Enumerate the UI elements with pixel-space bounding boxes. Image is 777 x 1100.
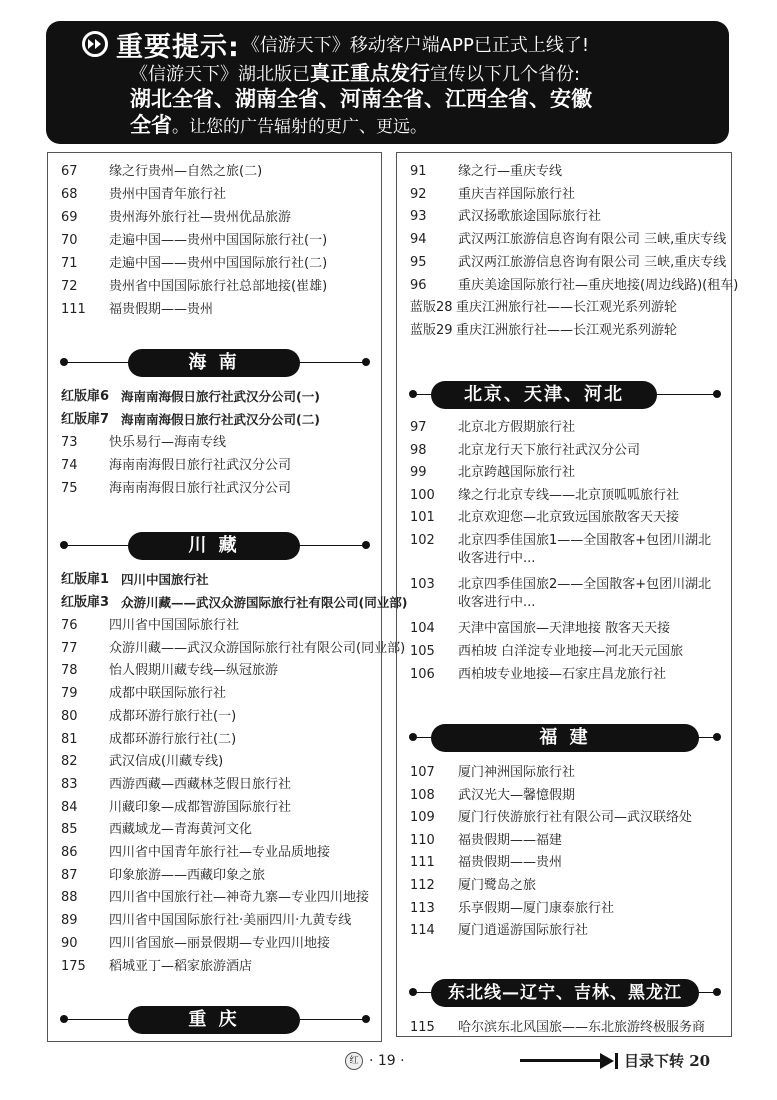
bullet-dot: [362, 358, 370, 366]
page-number-text: · 19 ·: [369, 1053, 405, 1069]
item-name: 武汉扬歌旅途国际旅行社: [458, 209, 602, 225]
list-item[interactable]: [410, 231, 727, 249]
item-number: 102: [410, 533, 435, 548]
list-item[interactable]: [61, 434, 227, 452]
list-item[interactable]: [61, 640, 406, 658]
bullet-dot: [713, 390, 721, 398]
item-name: 海南南海假日旅行社武汉分公司(二): [121, 412, 320, 427]
list-item[interactable]: [410, 487, 680, 505]
item-name: 缘之行北京专线——北京顶呱呱旅行社: [458, 487, 680, 503]
list-item[interactable]: [61, 457, 292, 475]
item-number: 68: [61, 187, 78, 202]
red-edition-badge: 红: [345, 1052, 363, 1070]
list-item[interactable]: [61, 617, 240, 635]
list-item[interactable]: [410, 208, 602, 226]
item-name: 天津中富国旅—天津地接 散客天天接: [458, 621, 671, 637]
item-name: 北京北方假期旅行社: [458, 420, 576, 435]
section-header-beijing-tianjin-hebei: [409, 381, 721, 409]
item-number: 79: [61, 686, 78, 702]
section-title: 川 藏: [128, 532, 300, 560]
item-name: 厦门鹭岛之旅: [458, 878, 537, 893]
list-item[interactable]: [61, 163, 263, 181]
item-number: 75: [61, 481, 78, 496]
item-name: 四川省中国旅行社—神奇九寨—专业四川地接: [109, 890, 370, 906]
item-name: 厦门逍遥游国际旅行社: [458, 923, 589, 939]
item-number: 98: [410, 442, 427, 458]
item-number: 80: [61, 708, 78, 724]
list-item[interactable]: [61, 799, 292, 817]
item-number: 90: [61, 935, 78, 951]
list-item[interactable]: [410, 186, 576, 204]
banner-line4: 全省。让您的广告辐射的更广、更远。: [130, 113, 427, 137]
item-number: 114: [410, 923, 435, 939]
item-number: 红版扉6: [61, 389, 110, 404]
list-item[interactable]: [61, 232, 328, 250]
item-name: 西藏域龙—青海黄河文化: [109, 822, 253, 838]
bullet-dot: [713, 988, 721, 996]
bullet-dot: [362, 1015, 370, 1023]
item-name: 海南南海假日旅行社武汉分公司: [109, 458, 292, 473]
list-item[interactable]: [61, 708, 237, 726]
item-name: 武汉信成(川藏专线): [109, 754, 224, 770]
item-number: 115: [410, 1020, 435, 1035]
list-item[interactable]: [61, 867, 266, 885]
item-number: 108: [410, 787, 435, 803]
item-number: 69: [61, 210, 78, 225]
list-item[interactable]: [61, 776, 292, 794]
arrow-bar-icon: [615, 1053, 618, 1069]
item-number: 红版扉3: [61, 595, 110, 610]
list-item[interactable]: [61, 912, 352, 930]
item-number: 78: [61, 663, 78, 679]
item-number: 84: [61, 799, 78, 815]
list-item[interactable]: [61, 753, 224, 771]
item-number: 105: [410, 644, 435, 659]
item-number: 106: [410, 666, 435, 682]
list-item[interactable]: [61, 209, 292, 227]
item-number: 红版扉1: [61, 572, 110, 587]
list-item[interactable]: [410, 576, 712, 611]
list-item[interactable]: [61, 958, 253, 976]
item-number: 74: [61, 458, 78, 473]
list-item[interactable]: [410, 666, 667, 684]
item-number: 76: [61, 618, 78, 633]
item-number: 94: [410, 232, 427, 248]
item-name: 武汉两江旅游信息咨询有限公司 三峡,重庆专线: [458, 232, 727, 248]
item-number: 82: [61, 754, 78, 770]
list-item[interactable]: [61, 278, 328, 296]
list-item[interactable]: [61, 889, 370, 907]
list-item[interactable]: [410, 809, 693, 827]
item-name: 四川省中国国际旅行社: [109, 618, 240, 633]
banner-title: 重要提示:: [116, 31, 240, 63]
item-name: 武汉光大—馨憶假期: [458, 787, 576, 803]
item-number: 83: [61, 776, 78, 792]
arrow-head-icon: [600, 1053, 614, 1069]
item-name: 海南南海假日旅行社武汉分公司: [109, 481, 292, 496]
list-item[interactable]: [61, 594, 408, 612]
list-item[interactable]: [410, 643, 684, 661]
item-number: 101: [410, 510, 435, 526]
list-item[interactable]: [61, 571, 209, 589]
item-number: 蓝版29: [410, 322, 453, 338]
item-number: 89: [61, 913, 78, 929]
section-title: 海 南: [128, 349, 300, 377]
list-item[interactable]: [410, 299, 678, 317]
item-number: 77: [61, 640, 78, 656]
item-number: 70: [61, 233, 78, 248]
section-header-dongbei: [409, 979, 721, 1007]
list-item[interactable]: [410, 419, 576, 437]
item-name: 成都环游行旅行社(二): [109, 731, 237, 747]
item-number: 111: [410, 855, 435, 871]
list-item[interactable]: [410, 620, 671, 638]
item-name: 福贵假期——贵州: [458, 855, 563, 871]
list-item[interactable]: [61, 731, 237, 749]
banner-line3: 湖北全省、湖南全省、河南全省、江西全省、安徽: [130, 87, 592, 111]
list-item[interactable]: [410, 854, 563, 872]
item-name: 西游西藏—西藏林芝假日旅行社: [109, 776, 292, 792]
item-name: 武汉两江旅游信息咨询有限公司 三峡,重庆专线: [458, 254, 727, 270]
item-name: 走遍中国——贵州中国国际旅行社(二): [109, 256, 328, 271]
item-number: 93: [410, 209, 427, 225]
bullet-dot: [713, 733, 721, 741]
bullet-dot: [362, 541, 370, 549]
item-name: 北京欢迎您—北京致远国旅散客天天接: [458, 510, 680, 526]
item-number: 175: [61, 958, 86, 974]
section-title: 重 庆: [128, 1006, 300, 1034]
banner-line2: 《信游天下》湖北版已真正重点发行宣传以下几个省份:: [130, 61, 581, 85]
list-item[interactable]: [410, 1019, 706, 1037]
item-number: 111: [61, 302, 86, 317]
item-name: 西柏坡 白洋淀专业地接—河北天元国旅: [458, 644, 684, 659]
list-item[interactable]: [410, 532, 712, 566]
list-item[interactable]: [410, 787, 576, 805]
item-name: 西柏坡专业地接—石家庄昌龙旅行社: [458, 666, 667, 682]
item-name: 哈尔滨东北风国旅——东北旅游终极服务商: [458, 1020, 706, 1035]
list-item[interactable]: [410, 277, 739, 295]
list-item[interactable]: [410, 442, 641, 460]
item-number: 蓝版28: [410, 300, 453, 315]
list-item[interactable]: [410, 322, 678, 340]
item-name: 四川省中国青年旅行社—专业品质地接: [109, 845, 331, 860]
list-item[interactable]: [61, 388, 320, 406]
item-name: 四川省中国国际旅行社·美丽四川·九黄专线: [109, 913, 352, 929]
section-header-chuanzang: [60, 532, 370, 560]
item-name: 北京龙行天下旅行社武汉分公司: [458, 442, 641, 458]
item-number: 92: [410, 186, 427, 202]
item-name: 贵州海外旅行社—贵州优品旅游: [109, 210, 292, 225]
item-name: 印象旅游——西藏印象之旅: [109, 867, 266, 883]
item-name: 北京四季佳国旅2——全国散客+包团川湖北收客进行中...: [458, 577, 712, 611]
item-number: 99: [410, 465, 427, 481]
list-item[interactable]: [61, 662, 279, 680]
item-number: 72: [61, 279, 78, 294]
list-item[interactable]: [61, 935, 331, 953]
list-item[interactable]: [410, 163, 563, 181]
item-name: 北京跨越国际旅行社: [458, 465, 576, 481]
item-name: 众游川藏——武汉众游国际旅行社有限公司(同业部): [109, 640, 406, 656]
list-item[interactable]: [410, 464, 576, 482]
item-number: 104: [410, 621, 435, 637]
item-name: 重庆江洲旅行社——长江观光系列游轮: [456, 322, 678, 338]
item-number: 97: [410, 420, 427, 435]
item-number: 71: [61, 256, 78, 271]
list-item[interactable]: [410, 254, 727, 272]
list-item[interactable]: [410, 764, 576, 782]
section-header-chongqing: [60, 1006, 370, 1034]
item-name: 走遍中国——贵州中国国际旅行社(一): [109, 233, 328, 248]
item-name: 四川省国旅—丽景假期—专业四川地接: [109, 935, 331, 951]
item-number: 87: [61, 867, 78, 883]
item-number: 103: [410, 577, 435, 593]
item-number: 86: [61, 845, 78, 860]
right-column: [396, 152, 739, 1037]
item-number: 91: [410, 164, 427, 179]
item-name: 北京四季佳国旅1——全国散客+包团川湖北收客进行中...: [458, 533, 712, 566]
item-number: 85: [61, 822, 78, 838]
list-item[interactable]: [410, 509, 680, 527]
list-item[interactable]: [61, 186, 227, 204]
list-item[interactable]: [410, 922, 589, 940]
item-number: 96: [410, 277, 427, 293]
item-number: 100: [410, 487, 435, 503]
page-number: [345, 1052, 405, 1070]
item-name: 四川中国旅行社: [121, 572, 209, 587]
item-name: 乐享假期—厦门康泰旅行社: [458, 900, 615, 916]
item-name: 厦门行侠游旅行社有限公司—武汉联络处: [458, 810, 693, 826]
item-name: 快乐易行—海南专线: [109, 435, 227, 450]
item-name: 福贵假期——福建: [458, 832, 563, 848]
list-item[interactable]: [61, 255, 328, 273]
section-title: 福 建: [431, 724, 699, 752]
list-item[interactable]: [61, 844, 331, 862]
item-name: 海南南海假日旅行社武汉分公司(一): [121, 389, 320, 404]
section-header-hainan: [60, 349, 370, 377]
item-number: 88: [61, 890, 78, 906]
fast-forward-icon: [82, 31, 108, 57]
list-item[interactable]: [61, 821, 253, 839]
section-title: 北京、天津、河北: [431, 381, 657, 409]
item-name: 缘之行—重庆专线: [458, 164, 563, 179]
notice-banner: [46, 21, 729, 144]
left-column: [47, 152, 408, 1042]
arrow-line-icon: [520, 1059, 600, 1062]
item-name: 重庆美途国际旅行社—重庆地接(周边线路)(租车): [458, 277, 739, 293]
item-name: 成都环游行旅行社(一): [109, 708, 237, 724]
item-number: 107: [410, 765, 435, 780]
item-name: 川藏印象—成都智游国际旅行社: [109, 799, 292, 815]
section-header-fujian: [409, 724, 721, 752]
item-number: 73: [61, 435, 78, 450]
item-name: 贵州省中国国际旅行社总部地接(崔雄): [109, 279, 328, 294]
item-name: 厦门神洲国际旅行社: [458, 765, 576, 780]
item-number: 109: [410, 810, 435, 826]
item-name: 成都中联国际旅行社: [109, 686, 227, 702]
item-name: 重庆吉祥国际旅行社: [458, 186, 576, 202]
item-name: 贵州中国青年旅行社: [109, 187, 227, 202]
list-item[interactable]: [410, 900, 615, 918]
item-name: 重庆江洲旅行社——长江观光系列游轮: [456, 300, 678, 315]
list-item[interactable]: [61, 301, 214, 319]
item-number: 红版扉7: [61, 412, 110, 427]
item-name: 缘之行贵州—自然之旅(二): [109, 164, 263, 179]
banner-line1: 《信游天下》移动客户端APP已正式上线了!: [241, 35, 590, 56]
continue-link[interactable]: [520, 1050, 710, 1071]
list-item[interactable]: [410, 877, 537, 895]
list-item[interactable]: [61, 411, 320, 429]
item-name: 怡人假期川藏专线—纵冠旅游: [109, 663, 279, 679]
item-number: 110: [410, 832, 435, 848]
list-item[interactable]: [61, 480, 292, 498]
item-number: 112: [410, 878, 435, 893]
section-title: 东北线—辽宁、吉林、黑龙江: [431, 979, 699, 1007]
item-number: 113: [410, 900, 435, 916]
item-name: 众游川藏——武汉众游国际旅行社有限公司(同业部): [121, 595, 408, 610]
list-item[interactable]: [61, 685, 227, 703]
item-number: 67: [61, 164, 78, 179]
list-item[interactable]: [410, 832, 563, 850]
item-name: 稻城亚丁—稻家旅游酒店: [109, 958, 253, 974]
continue-text: 目录下转 20: [624, 1052, 711, 1070]
item-number: 81: [61, 731, 78, 747]
item-number: 95: [410, 254, 427, 270]
item-name: 福贵假期——贵州: [109, 302, 214, 317]
